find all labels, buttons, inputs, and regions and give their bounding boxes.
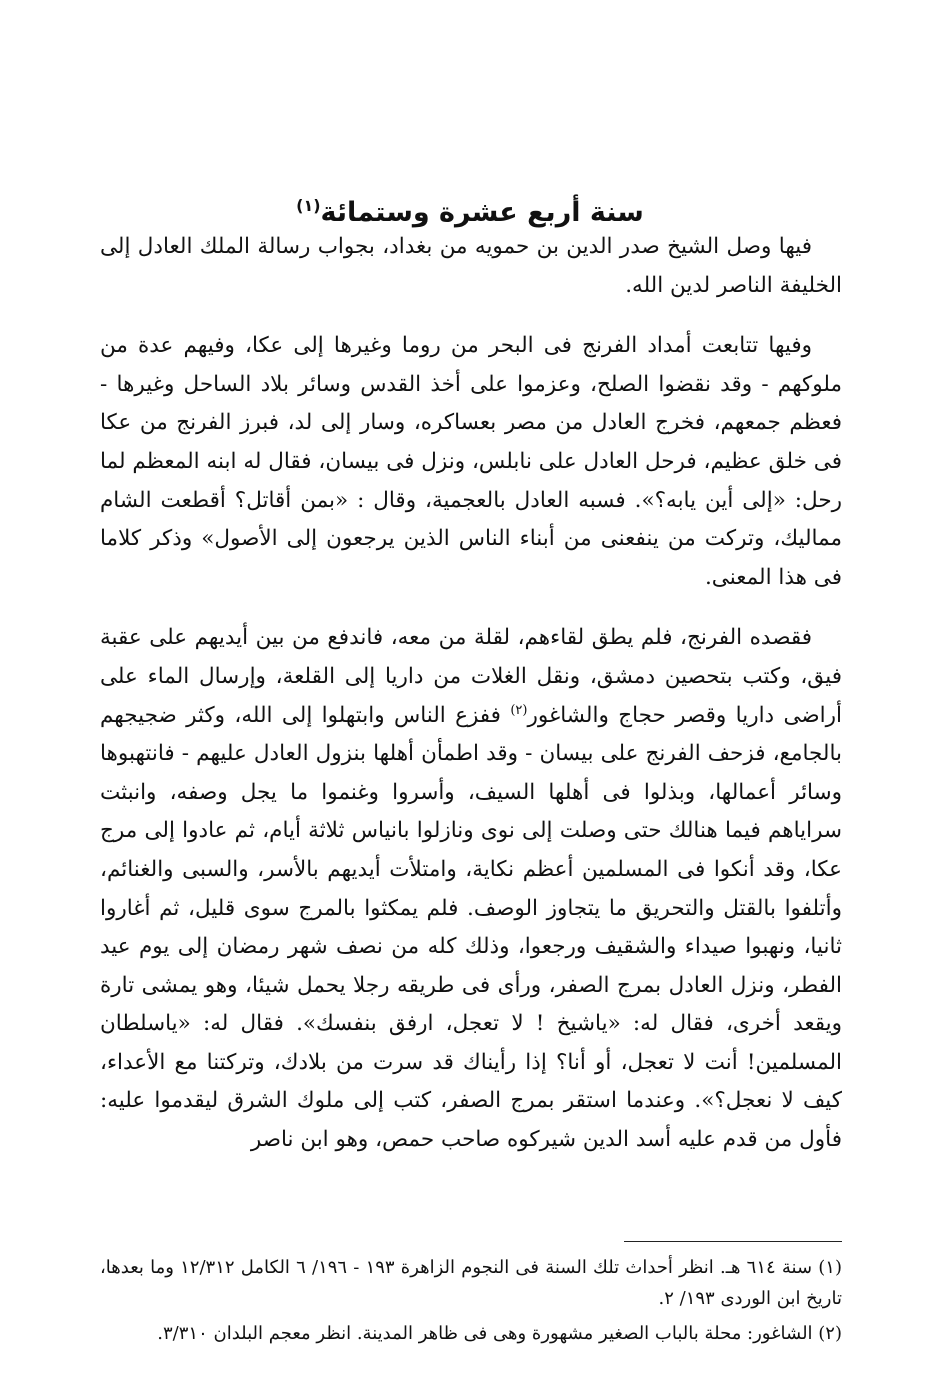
main-text bbox=[100, 228, 842, 1182]
heading-footnote-marker[interactable]: (١) bbox=[296, 196, 321, 216]
section-heading bbox=[120, 186, 820, 233]
footnote-separator bbox=[624, 1241, 842, 1242]
heading-title: سنة أربع عشرة وستمائة bbox=[320, 197, 644, 229]
paragraph-3 bbox=[100, 619, 842, 1159]
paragraph-3-text-before: فقصده الفرنج، فلم يطق لقاءهم، لقلة من معه، فاندفع من بين أيديهم على عقبة فيق، وكتب بتحصين دمشق، ونقل الغلات من داريا إلى القلعة، وإرسال الماء على أراضى داريا وقصر حجاج والشاغور bbox=[100, 625, 842, 728]
paragraph-1: فيها وصل الشيخ صدر الدين بن حمويه من بغداد، بجواب رسالة الملك العادل إلى الخليفة الناصر لدين الله. bbox=[100, 234, 842, 298]
footnotes bbox=[100, 1252, 842, 1353]
paragraph-2: وفيها تتابعت أمداد الفرنج فى البحر من روما وغيرها إلى عكا، وفيهم عدة من ملوكهم - وقد نقضوا الصلح، وعزموا على أخذ القدس وسائر بلاد الساحل وغيرها - فعظم جمعهم، فخرج العادل من مصر بعساكره، وسار إلى لد، فبرز الفرنج من عكا فى خلق عظيم، فرحل العادل على نابلس، ونزل فى بيسان، فقال له ابنه المعظم لما رحل: «إلى أين يابه؟». فسبه العادل بالعجمية، وقال : «بمن أقاتل؟ أقطعت الشام مماليك، وتركت من ينفعنى من أبناء الناس الذين يرجعون إلى الأصول» وذكر كلاما فى هذا المعنى. bbox=[100, 333, 842, 590]
footnote-2: (٢) الشاغور: محلة بالباب الصغير مشهورة وهى فى ظاهر المدينة. انظر معجم البلدان ٣/٣١٠. bbox=[157, 1323, 842, 1344]
footnote-1: (١) سنة ٦١٤ هـ. انظر أحداث تلك السنة فى النجوم الزاهرة ١٩٣ - ١٩٦/ ٦ الكامل ١٢/٣١٢ وما بعدها، تاريخ ابن الوردى ١٩٣/ ٢. bbox=[100, 1257, 842, 1309]
paragraph-3-text-after: ففزع الناس وابتهلوا إلى الله، وكثر ضجيجهم بالجامع، فزحف الفرنج على بيسان - وقد اطمأن أهلها بنزول العادل عليهم - فانتهبوها وسائر أعمالها، وبذلوا فى أهلها السيف، وأسروا وغنموا ما يجل وصفه، وانبثت سراياهم فيما هنالك حتى وصلت إلى نوى ونازلوا بانياس ثلاثة أيام، ثم عادوا إلى مرج عكا، وقد أنكوا فى المسلمين أعظم نكاية، وامتلأت أيديهم بالأسر، والسبى والغنائم، وأتلفوا بالقتل والتحريق ما يتجاوز الوصف. فلم يمكثوا بالمرج سوى قليل، ثم أغاروا ثانيا، ونهبوا صيداء والشقيف ورجعوا، وذلك كله من نصف شهر رمضان إلى يوم عيد الفطر، ونزل العادل بمرج الصفر، ورأى فى طريقه رجلا يحمل شيئا، وهو يمشى تارة ويقعد أخرى، فقال له: «ياشيخ ! لا تعجل، ارفق بنفسك». فقال له: «ياسلطان المسلمين! أنت لا تعجل، أو أنا؟ إذا رأيناك قد سرت من بلادك، وتركتنا مع الأعداء، كيف لا نعجل؟». وعندما استقر بمرج الصفر، كتب إلى ملوك الشرق ليقدموا عليه: فأول من قدم عليه أسد الدين شيركوه صاحب حمص، وهو ابن ناصر bbox=[100, 702, 842, 1153]
paragraph-3-footnote-marker[interactable]: (٢) bbox=[510, 702, 528, 718]
